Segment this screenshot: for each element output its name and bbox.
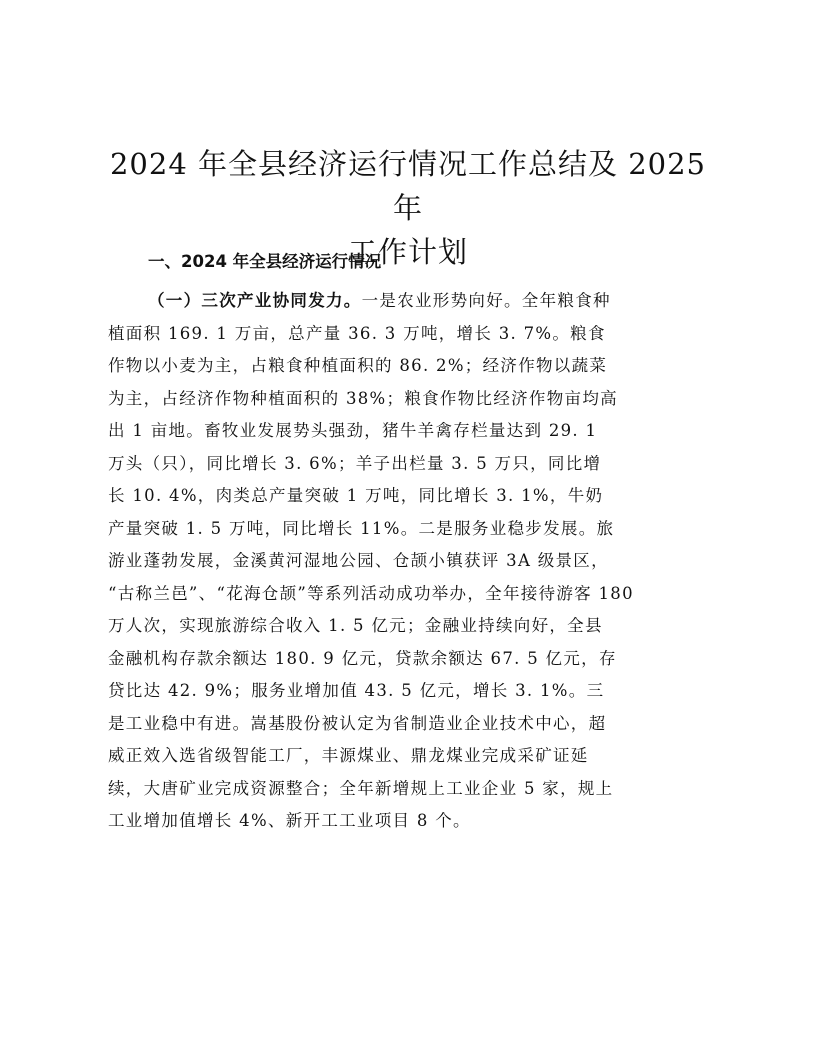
paragraph-line: 万头（只），同比增长 3. 6%；羊子出栏量 3. 5 万只，同比增: [108, 453, 602, 473]
subsection-label: （一）三次产业协同发力。: [148, 291, 362, 310]
paragraph-line: [108, 285, 718, 318]
paragraph-line: 金融机构存款余额达 180. 9 亿元，贷款余额达 67. 5 亿元，存: [108, 648, 617, 668]
body-paragraph: [108, 285, 718, 838]
paragraph-line: 出 1 亩地。畜牧业发展势头强劲，猪牛羊禽存栏量达到 29. 1: [108, 421, 598, 440]
paragraph-line: 威正效入选省级智能工厂，丰源煤业、鼎龙煤业完成采矿证延: [108, 746, 589, 765]
paragraph-line: 续，大唐矿业完成资源整合；全年新增规上工业企业 5 家，规上: [108, 778, 614, 798]
paragraph-line-text: 一是农业形势向好。全年粮食种: [361, 291, 611, 310]
paragraph-line: “古称兰邑”、“花海仓颉”等系列活动成功举办，全年接待游客 180: [108, 583, 634, 603]
paragraph-line: 作物以小麦为主，占粮食种植面积的 86. 2%；经济作物以蔬菜: [108, 356, 608, 375]
paragraph-line: 为主，占经济作物种植面积的 38%；粮食作物比经济作物亩均高: [108, 388, 618, 408]
title-line-2: 工作计划: [347, 235, 468, 269]
paragraph-line: 植面积 169. 1 万亩，总产量 36. 3 万吨，增长 3. 7%。粮食: [108, 323, 606, 343]
paragraph-line: 贷比达 42. 9%；服务业增加值 43. 5 亿元，增长 3. 1%。三: [108, 681, 605, 700]
paragraph-line: 产量突破 1. 5 万吨，同比增长 11%。二是服务业稳步发展。旅: [108, 518, 615, 538]
paragraph-line: 工业增加值增长 4%、新开工工业项目 8 个。: [108, 811, 471, 830]
section-heading: 一、2024 年全县经济运行情况: [148, 252, 382, 271]
paragraph-line: 长 10. 4%，肉类总产量突破 1 万吨，同比增长 3. 1%，牛奶: [108, 486, 604, 505]
title-line-1: 2024 年全县经济运行情况工作总结及 2025 年: [109, 147, 707, 225]
paragraph-line: 游业蓬勃发展，金溪黄河湿地公园、仓颉小镇获评 3A 级景区，: [108, 551, 609, 570]
paragraph-line: 万人次，实现旅游综合收入 1. 5 亿元；金融业持续向好，全县: [108, 616, 603, 635]
paragraph-line: 是工业稳中有进。嵩基股份被认定为省制造业企业技术中心，超: [108, 713, 607, 733]
